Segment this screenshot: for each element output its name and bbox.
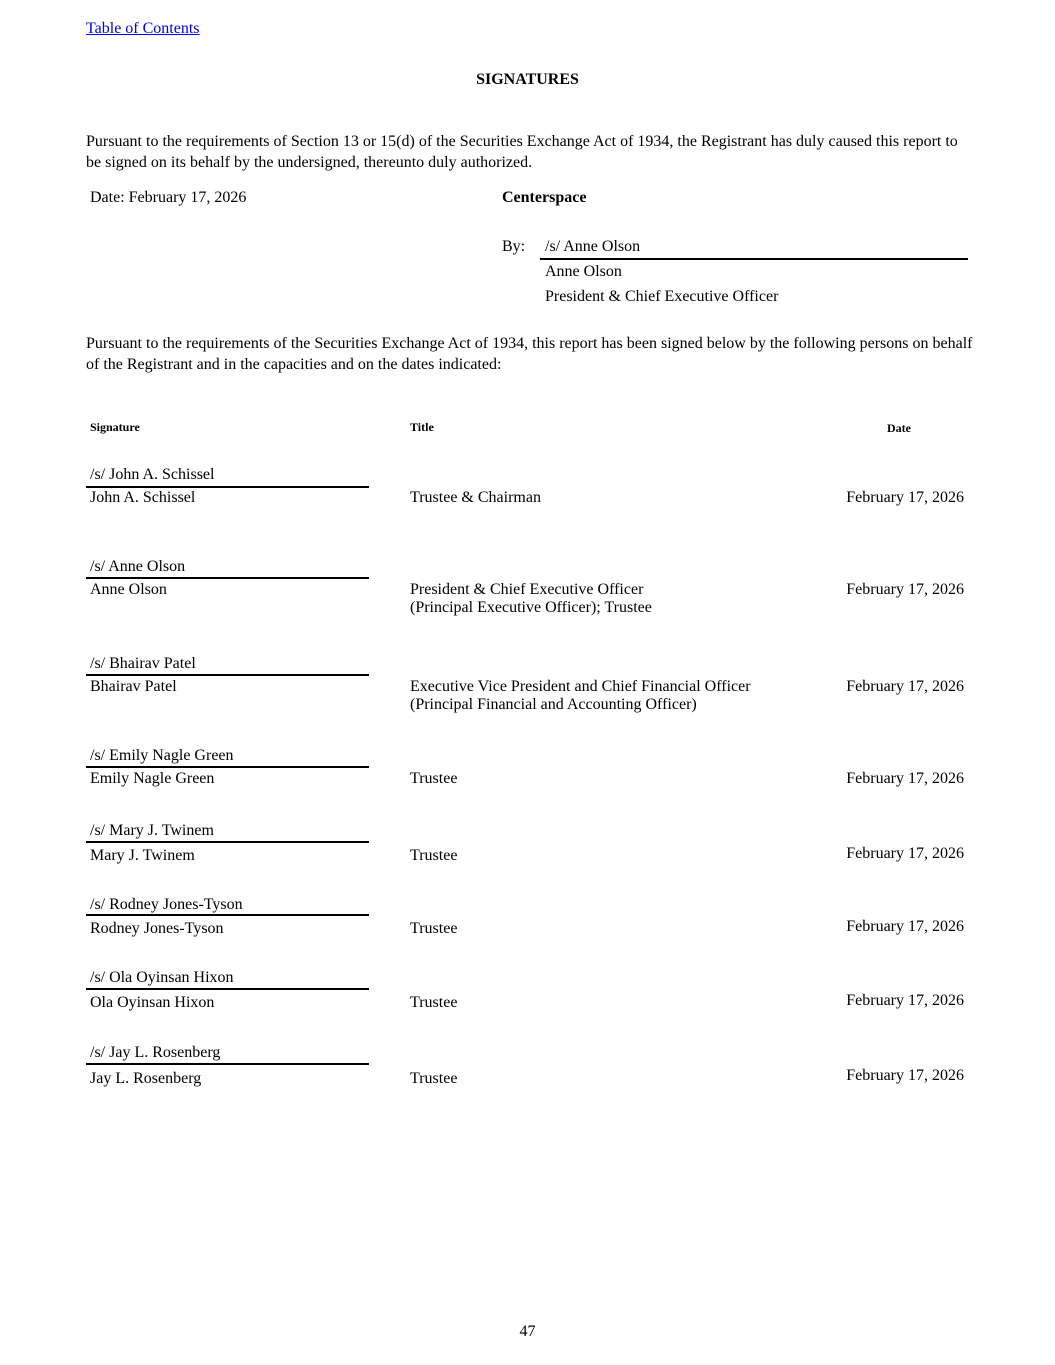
row-signature-line [86,914,369,916]
row-title-line1: Trustee [410,847,458,864]
row-title-line1: Trustee [410,994,458,1011]
row-name: John A. Schissel [90,489,196,506]
row-signature: /s/ Ola Oyinsan Hixon [90,969,234,986]
row-title [410,847,457,865]
row-title-line1: Executive Vice President and Chief Financial Officer [410,678,751,695]
registrant-date: Date: February 17, 2026 [90,189,247,206]
intro-paragraph: Pursuant to the requirements of Section 13 or 15(d) of the Securities Exchange Act of 1934, the Registrant has duly caused this report to be signed on its behalf by the undersigned, thereunto duly authorized. [86,133,958,171]
row-date: February 17, 2026 [846,581,964,598]
table-of-contents-link[interactable]: Table of Contents [86,20,200,37]
row-signature-line [86,674,369,676]
row-signature: /s/ Rodney Jones-Tyson [90,896,243,913]
row-name: Ola Oyinsan Hixon [90,994,215,1011]
row-date: February 17, 2026 [846,845,964,862]
row-name: Bhairav Patel [90,678,177,695]
row-signature-line [86,988,369,990]
row-title [410,994,457,1012]
row-name: Jay L. Rosenberg [90,1070,202,1087]
row-title [410,489,541,507]
row-title [410,678,751,713]
row-signature-line [86,766,369,768]
row-signature: /s/ Bhairav Patel [90,655,196,672]
row-date: February 17, 2026 [846,1067,964,1084]
row-signature-line [86,841,369,843]
row-name: Anne Olson [90,581,167,598]
row-signature: /s/ Anne Olson [90,558,186,575]
registrant-signer-name: Anne Olson [545,263,622,280]
column-header-title: Title [410,420,434,434]
row-signature: /s/ Jay L. Rosenberg [90,1044,221,1061]
page-number: 47 [519,1323,536,1340]
row-date: February 17, 2026 [846,918,964,935]
row-title-line2: (Principal Executive Officer); Trustee [410,598,652,616]
row-title-line1: Trustee [410,1070,458,1087]
row-date: February 17, 2026 [846,770,964,787]
row-signature-line [86,577,369,579]
registrant-signature-line [540,258,968,260]
column-header-signature: Signature [90,420,140,434]
registrant-signature: /s/ Anne Olson [545,238,641,255]
row-date: February 17, 2026 [846,678,964,695]
row-title [410,581,652,616]
row-title [410,1070,457,1088]
row-signature: /s/ Emily Nagle Green [90,747,234,764]
row-name: Mary J. Twinem [90,847,195,864]
row-name: Emily Nagle Green [90,770,215,787]
row-title-line1: Trustee & Chairman [410,489,541,506]
row-date: February 17, 2026 [846,489,964,506]
row-signature: /s/ Mary J. Twinem [90,822,214,839]
row-date: February 17, 2026 [846,992,964,1009]
row-title-line1: Trustee [410,770,458,787]
page-title: SIGNATURES [476,71,579,88]
by-label: By: [502,238,526,255]
row-title [410,920,457,938]
column-header-date: Date [887,421,911,435]
row-name: Rodney Jones-Tyson [90,920,224,937]
row-title-line1: Trustee [410,920,458,937]
row-signature-line [86,1063,369,1065]
row-signature: /s/ John A. Schissel [90,466,215,483]
registrant-signer-title: President & Chief Executive Officer [545,288,779,305]
row-title [410,770,457,788]
row-title-line1: President & Chief Executive Officer [410,581,644,598]
row-title-line2: (Principal Financial and Accounting Officer) [410,695,697,713]
registrant-company-name: Centerspace [502,189,587,206]
second-paragraph: Pursuant to the requirements of the Securities Exchange Act of 1934, this report has been signed below by the following persons on behalf of the Registrant and in the capacities and on the dates indicated: [86,335,973,373]
